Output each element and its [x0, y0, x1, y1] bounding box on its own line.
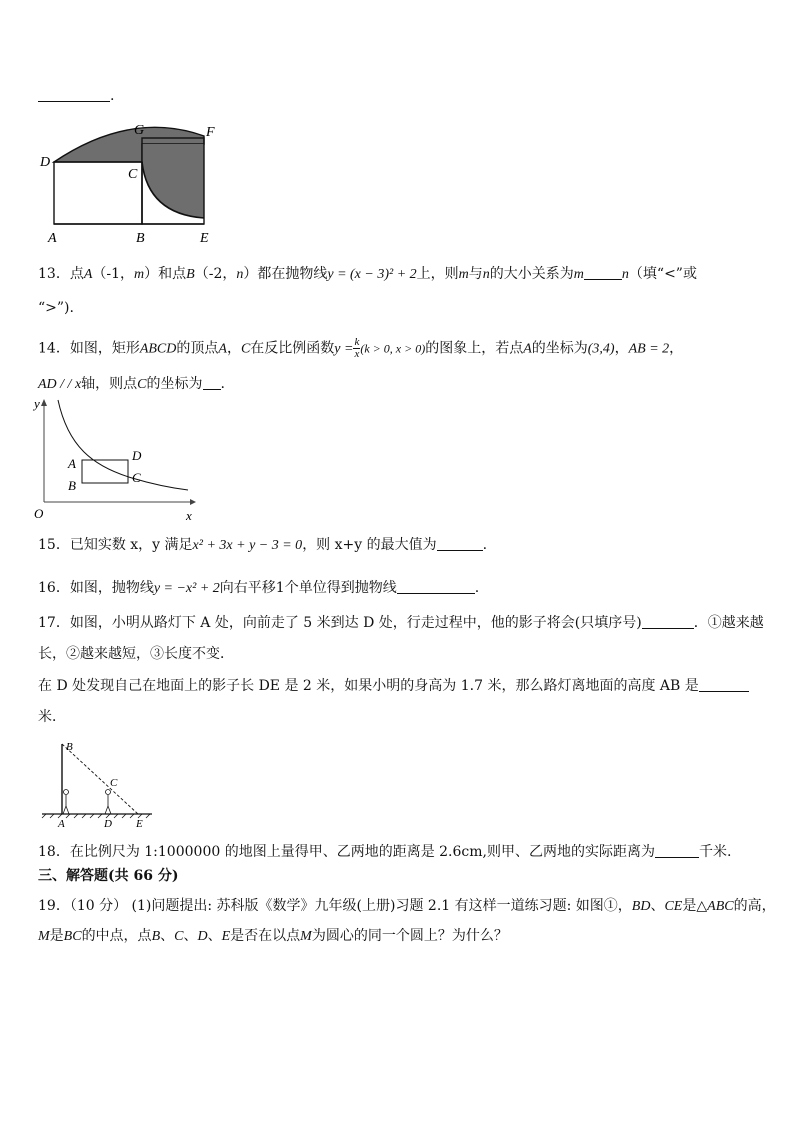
q14-fraction: $\frac{k}{x}$	[354, 336, 360, 360]
fig14-label-B: B	[68, 478, 76, 493]
fig12-label-D: D	[40, 155, 51, 170]
question-14-line2: AD / / x轴，则点C的坐标为 .	[38, 376, 225, 392]
fig14-label-y: y	[34, 396, 40, 411]
fig12-label-A: A	[48, 231, 57, 246]
fig17-label-C: C	[110, 777, 118, 789]
question-19-line2: M是BC的中点，点B、C、D、E是否在以点M为圆心的同一个圆上？为什么？	[38, 928, 508, 944]
fig14-label-x: x	[186, 508, 192, 523]
fig14-label-C: C	[132, 470, 141, 485]
question-19: 19．（10 分） (1)问题提出: 苏科版《数学》九年级(上册)习题 2.1 有这样一道练习题: 如图①，BD、CE是△ABC的高，	[38, 898, 776, 914]
fig12-label-C: C	[128, 167, 138, 182]
fig12-label-F: F	[206, 125, 215, 140]
q17-answer-blank-2	[699, 677, 749, 692]
fig17-label-E: E	[136, 818, 143, 830]
fig12-label-B: B	[136, 231, 145, 246]
fig17-label-B: B	[66, 741, 73, 753]
fig14-label-A: A	[68, 456, 76, 471]
fig12-label-E: E	[200, 231, 209, 246]
q17-answer-blank-1	[642, 614, 694, 629]
question-16: 16．如图，抛物线y = −x² + 2向右平移1个单位得到抛物线 .	[38, 580, 480, 596]
section-heading: 三、解答题(共 66 分)	[38, 868, 179, 884]
q16-formula: y = −x² + 2	[153, 581, 220, 596]
q15-formula: x² + 3x + y − 3 = 0	[192, 538, 303, 553]
answer-blank	[38, 87, 110, 102]
question-15: 15．已知实数 x，y 满足x² + 3x + y − 3 = 0，则 x+y 的最大值为 .	[38, 537, 488, 553]
q13-formula: y = (x − 3)² + 2	[327, 267, 417, 282]
q14-answer-blank	[203, 375, 221, 390]
fig14-label-O: O	[34, 506, 44, 521]
fig17-label-D: D	[104, 818, 112, 830]
q16-answer-blank	[397, 579, 475, 594]
question-17-line2: 长，②越来越短，③长度不变．	[38, 646, 234, 662]
question-13: 13．点A（-1，m）和点B（-2，n）都在抛物线y = (x − 3)² + 2上，则m与n的大小关系为m n（填“<”或	[38, 266, 697, 282]
q18-answer-blank	[655, 843, 699, 858]
question-17-line4: 米．	[38, 709, 66, 725]
question-18: 18．在比例尺为 1:1000000 的地图上量得甲、乙两地的距离是 2.6cm,则甲、乙两地的实际距离为 千米.	[38, 844, 732, 860]
fig17-label-A: A	[58, 818, 65, 830]
question-13-line2: “>”).	[38, 300, 74, 316]
question-14: 14．如图，矩形ABCD的顶点A，C在反比例函数y = $\frac{k}{x}$ (k > 0, x > 0)的图象上，若点A的坐标为(3,4)，AB = 2，	[38, 336, 684, 360]
fig14-label-D: D	[132, 448, 142, 463]
q12-answer-line: .	[38, 86, 754, 106]
question-17-line3: 在 D 处发现自己在地面上的影子长 DE 是 2 米，如果小明的身高为 1.7 米，那么路灯离地面的高度 AB 是	[38, 676, 754, 696]
q13-answer-blank	[584, 265, 622, 280]
question-17: 17．如图，小明从路灯下 A 处，向前走了 5 米到达 D 处，行走过程中，他的影子将会(只填序号) ．①越来越	[38, 615, 764, 631]
q14-figure	[32, 396, 202, 524]
fig12-label-G: G	[134, 123, 145, 138]
q12-figure	[36, 118, 226, 248]
q17-figure	[36, 738, 158, 830]
q15-answer-blank	[437, 536, 483, 551]
